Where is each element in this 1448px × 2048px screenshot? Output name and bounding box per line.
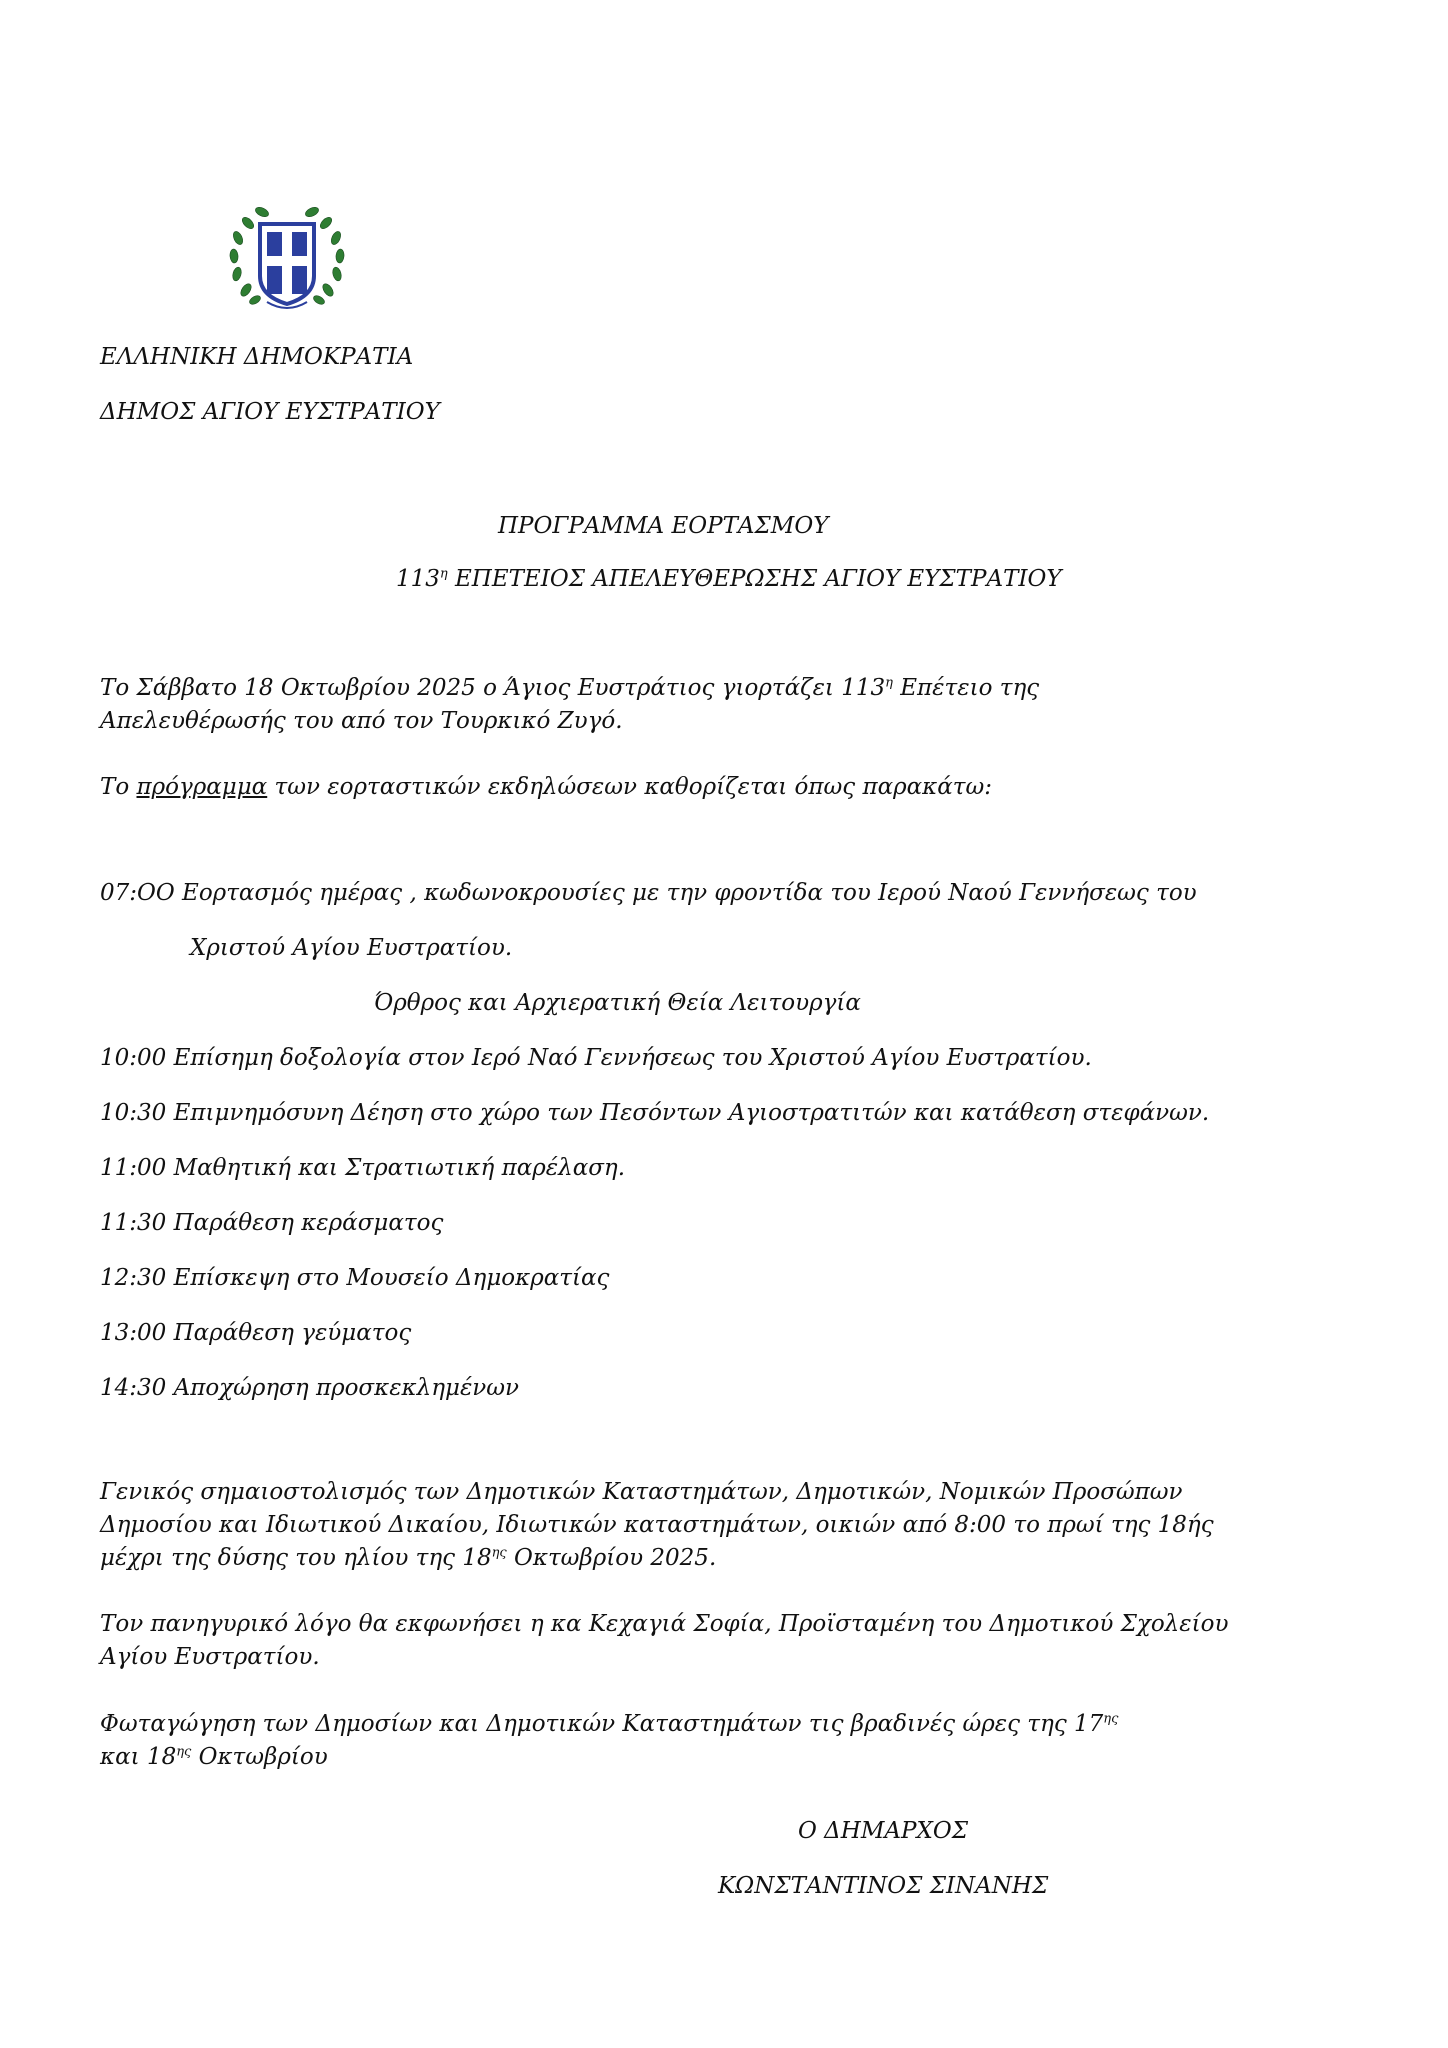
schedule-item-liturgy: Όρθρος και Αρχιερατική Θεία Λειτουργία — [374, 990, 861, 1016]
schedule-item-continuation: Χριστού Αγίου Ευστρατίου. — [190, 935, 513, 961]
schedule-item: 07:OO Εορτασμός ημέρας , κωδωνοκρουσίες με την φροντίδα του Ιερού Ναού Γεννήσεως του — [100, 880, 1197, 906]
document-title: ΠΡΟΓΡΑΜΜΑ ΕΟΡΤΑΣΜΟΥ — [498, 513, 829, 539]
illumination-note: Φωταγώγηση των Δημοσίων και Δημοτικών Καταστημάτων τις βραδινές ώρες της $17^{\eta\varsigma}$ και $18^{\eta\varsigma}$ Οκτωβρίου — [100, 1711, 1119, 1770]
document-subtitle: $113^\eta$ ΕΠΕΤΕΙΟΣ ΑΠΕΛΕΥΘΕΡΩΣΗΣ ΑΓΙΟΥ ΕΥΣΤΡΑΤΙΟΥ — [396, 566, 1062, 592]
schedule-item: 10:00 Επίσημη δοξολογία στον Ιερό Ναό Γεννήσεως του Χριστού Αγίου Ευστρατίου. — [100, 1045, 1092, 1071]
schedule-item: 14:30 Αποχώρηση προσκεκλημένων — [100, 1375, 520, 1401]
hellenic-republic-emblem — [222, 198, 352, 322]
issuer-municipality: ΔΗΜΟΣ ΑΓΙΟΥ ΕΥΣΤΡΑΤΙΟΥ — [100, 399, 440, 425]
schedule-item: 12:30 Επίσκεψη στο Μουσείο Δημοκρατίας — [100, 1265, 610, 1291]
intro-paragraph: Το Σάββατο 18 Οκτωβρίου 2025 ο Άγιος Ευστράτιος γιορτάζει $113^\eta$ Επέτειο της Απελευθέρωσής του από τον Τουρκικό Ζυγό. — [100, 675, 1040, 734]
schedule-item: 11:30 Παράθεση κεράσματος — [100, 1210, 444, 1236]
signatory-name: ΚΩΝΣΤΑΝΤΙΝΟΣ ΣΙΝΑΝΗΣ — [718, 1873, 1049, 1899]
issuer-state: ΕΛΛΗΝΙΚΗ ΔΗΜΟΚΡΑΤΙΑ — [100, 344, 414, 370]
flag-decoration-note: Γενικός σημαιοστολισμός των Δημοτικών Καταστημάτων, Δημοτικών, Νομικών Προσώπων Δημοσίου και Ιδιωτικού Δικαίου, Ιδιωτικών καταστημάτων, οικιών από 8:00 το πρωί της 18ής μέχρι της δύσης του ηλίου της $18^{\eta\varsigma}$ Οκτωβρίου 2025. — [100, 1479, 1214, 1571]
schedule-item: 13:00 Παράθεση γεύματος — [100, 1320, 412, 1346]
schedule-item: 10:30 Επιμνημόσυνη Δέηση στο χώρο των Πεσόντων Αγιοστρατιτών και κατάθεση στεφάνων. — [100, 1100, 1210, 1126]
schedule-item: 11:00 Μαθητική και Στρατιωτική παρέλαση. — [100, 1155, 626, 1181]
signatory-role: Ο ΔΗΜΑΡΧΟΣ — [798, 1818, 968, 1844]
shield-icon — [260, 224, 314, 304]
program-intro: Το πρόγραμμα των εορταστικών εκδηλώσεων καθορίζεται όπως παρακάτω: — [100, 774, 993, 800]
speech-note: Τον πανηγυρικό λόγο θα εκφωνήσει η κα Κεχαγιά Σοφία, Προϊσταμένη του Δημοτικού Σχολείου Αγίου Ευστρατίου. — [100, 1611, 1229, 1670]
program-word: πρόγραμμα — [136, 774, 268, 800]
